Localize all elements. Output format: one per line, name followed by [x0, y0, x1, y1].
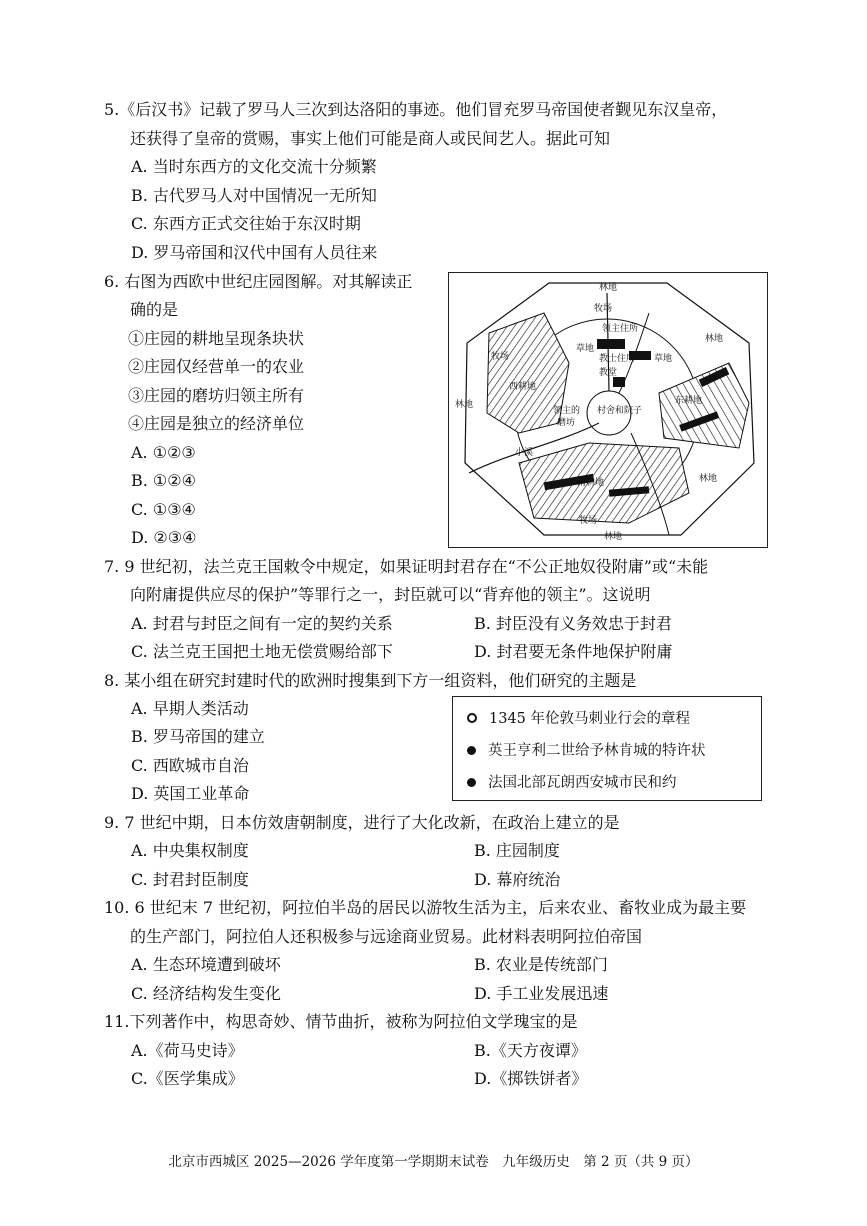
q6-statement-1: ①庄园的耕地呈现条块状: [128, 329, 305, 348]
label-mill-line2: 磨坊: [557, 418, 576, 428]
label-forest-right: 林地: [705, 334, 724, 344]
q7-stem-line2: 向附庸提供应尽的保护”等罪行之一，封臣就可以“背弃他的领主”。这说明: [130, 585, 651, 604]
label-forest-left: 林地: [455, 400, 474, 410]
q10-stem-line1: 10. 6 世纪末 7 世纪初，阿拉伯半岛的居民以游牧生活为主，后来农业、畜牧业成为最主要: [104, 898, 747, 917]
bullet-icon: [467, 778, 476, 787]
page-footer: 北京市西城区 2025—2026 学年度第一学期期末试卷 九年级历史 第 2 页（共 9 页）: [168, 1154, 699, 1170]
q8-option-a: A. 早期人类活动: [131, 699, 249, 718]
q8-material-2: 英王亨利二世给予林肯城的特许状: [467, 742, 706, 760]
q6-statement-2: ②庄园仅经营单一的农业: [128, 357, 305, 376]
q8-stem: 8. 某小组在研究封建时代的欧洲时搜集到下方一组资料，他们研究的主题是: [104, 671, 637, 690]
q8-option-b: B. 罗马帝国的建立: [131, 727, 265, 746]
label-west-field: 西耕地: [509, 382, 537, 392]
q9-option-b: B. 庄园制度: [474, 841, 560, 860]
label-stream: 小溪: [515, 448, 534, 458]
label-pasture-bottom: 牧场: [579, 516, 598, 526]
q5-option-a: A. 当时东西方的文化交流十分频繁: [131, 157, 377, 176]
label-church: 教堂: [599, 368, 618, 378]
q6-option-c: C. ①③④: [131, 500, 196, 519]
label-meadow-right: 草地: [654, 354, 673, 364]
q6-option-b: B. ①②④: [131, 471, 196, 490]
q11-option-b: B.《天方夜谭》: [474, 1041, 587, 1060]
manor-diagram-svg: [449, 273, 767, 547]
q6-option-d: D. ②③④: [131, 528, 197, 547]
q7-option-c: C. 法兰克王国把土地无偿赏赐给部下: [131, 642, 393, 661]
q8-option-d: D. 英国工业革命: [131, 784, 250, 803]
q8-option-c: C. 西欧城市自治: [131, 756, 249, 775]
label-forest-bottom: 林地: [604, 532, 623, 542]
q7-stem-line1: 7. 9 世纪初，法兰克王国敕令中规定，如果证明封君存在“不公正地奴役附庸”或“未能: [104, 557, 709, 576]
q9-stem: 9. 7 世纪中期，日本仿效唐朝制度，进行了大化改新，在政治上建立的是: [104, 813, 620, 832]
q10-option-d: D. 手工业发展迅速: [474, 984, 609, 1003]
label-south-field: 南耕地: [577, 478, 605, 488]
q9-option-a: A. 中央集权制度: [131, 841, 249, 860]
label-pasture-top: 牧场: [594, 304, 613, 314]
q6-option-a: A. ①②③: [131, 443, 196, 462]
q5-stem-line2: 还获得了皇帝的赏赐，事实上他们可能是商人或民间艺人。据此可知: [130, 129, 611, 148]
q9-option-d: D. 幕府统治: [474, 870, 561, 889]
label-knight-house: 教士住所: [599, 354, 636, 364]
q10-option-a: A. 生态环境遭到破坏: [131, 955, 281, 974]
q6-statement-4: ④庄园是独立的经济单位: [128, 414, 305, 433]
q7-option-d: D. 封君要无条件地保护附庸: [474, 642, 673, 661]
q5-stem-line1: 5.《后汉书》记载了罗马人三次到达洛阳的事迹。他们冒充罗马帝国使者觐见东汉皇帝，: [104, 100, 728, 119]
q11-option-c: C.《医学集成》: [131, 1069, 244, 1088]
q10-stem-line2: 的生产部门，阿拉伯人还积极参与远途商业贸易。此材料表明阿拉伯帝国: [130, 927, 643, 946]
label-pasture-left: 牧场: [491, 352, 510, 362]
q7-option-a: A. 封君与封臣之间有一定的契约关系: [131, 614, 393, 633]
bullet-icon: [467, 746, 476, 755]
label-meadow-left: 草地: [576, 344, 595, 354]
q8-material-1: 1345 年伦敦马刺业行会的章程: [467, 710, 690, 728]
q10-option-c: C. 经济结构发生变化: [131, 984, 281, 1003]
q5-option-c: C. 东西方正式交往始于东汉时期: [131, 214, 361, 233]
label-lord-house: 领主住所: [602, 324, 639, 334]
q11-stem: 11.下列著作中，构思奇妙、情节曲折，被称为阿拉伯文学瑰宝的是: [104, 1012, 578, 1031]
label-mill-line1: 领主的: [553, 406, 581, 416]
q8-material-3: 法国北部瓦朗西安城市民和约: [467, 774, 677, 792]
q10-option-b: B. 农业是传统部门: [474, 955, 608, 974]
q6-statement-3: ③庄园的磨坊归领主所有: [128, 386, 305, 405]
q5-option-d: D. 罗马帝国和汉代中国有人员往来: [131, 243, 378, 262]
q9-option-c: C. 封君封臣制度: [131, 870, 249, 889]
q11-option-d: D.《掷铁饼者》: [474, 1069, 588, 1088]
label-village: 村舍和院子: [597, 406, 643, 416]
label-forest-top: 林地: [599, 283, 618, 293]
manor-diagram: [448, 272, 768, 548]
bullet-icon: [467, 713, 477, 723]
label-forest-right-low: 林地: [699, 474, 718, 484]
q6-stem-line1: 6. 右图为西欧中世纪庄园图解。对其解读正: [104, 272, 413, 291]
q6-stem-line2: 确的是: [130, 300, 179, 319]
q8-materials-box: [452, 696, 762, 801]
q7-option-b: B. 封臣没有义务效忠于封君: [474, 614, 672, 633]
q11-option-a: A.《荷马史诗》: [131, 1041, 244, 1060]
label-east-field: 东耕地: [675, 396, 703, 406]
q5-option-b: B. 古代罗马人对中国情况一无所知: [131, 186, 377, 205]
